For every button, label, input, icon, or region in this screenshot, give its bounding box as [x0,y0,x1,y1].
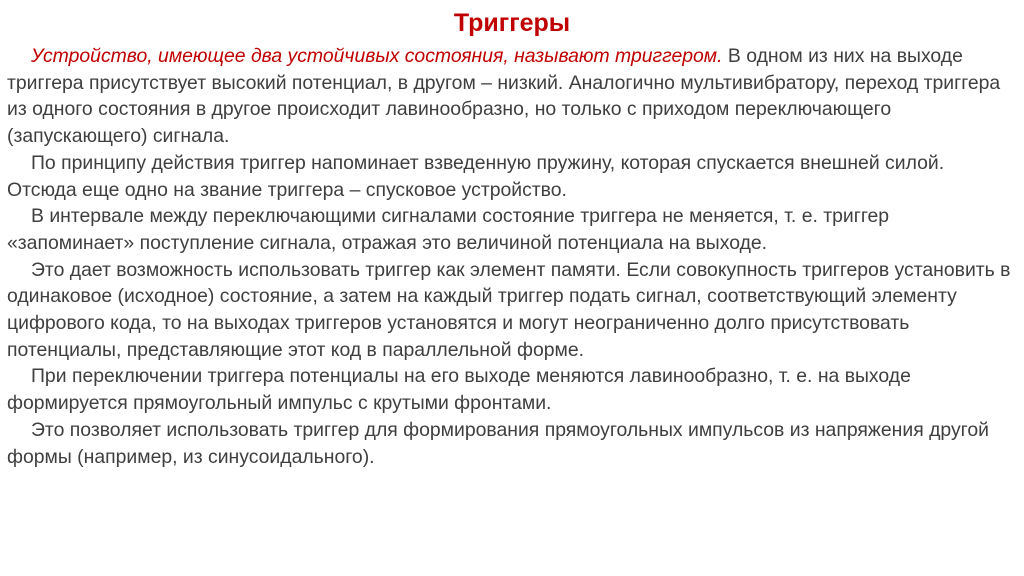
paragraph-text: Это позволяет использовать триггер для формирования прямоугольных импульсов из напряжения другой формы (например, из синусоидального). [7,418,989,468]
paragraph-memory-element [7,257,1019,364]
slide-title: Триггеры [453,9,571,37]
paragraph-spring-analogy [7,150,1019,203]
definition-accent: Устройство, имеющее два устойчивых состояния, называют триггером. [31,45,723,67]
paragraph-definition [7,43,1019,150]
paragraph-text: В интервале между переключающими сигналами состояние триггера не меняется, т. е. триггер «запоминает» поступление сигнала, отражая это величиной потенциала на выходе. [7,205,890,254]
paragraph-text: Это дает возможность использовать триггер как элемент памяти. Если совокупность триггеров установить в одинаковое (исходное) состояние, а затем на каждый триггер подать сигнал, соответствующий элементу цифрового кода, то на выходах триггеров установятся и могут неограниченно долго присутствовать потенциалы, представляющие этот код в параллельной форме. [7,258,1011,361]
slide-body [7,43,1019,470]
paragraph-text: При переключении триггера потенциалы на его выходе меняются лавинообразно, т. е. на выходе формируется прямоугольный импульс с крутыми фронтами. [7,365,911,415]
paragraph-memory-behavior [7,203,1019,256]
paragraph-pulse-shaping [7,417,1019,470]
paragraph-switching [7,363,1019,416]
paragraph-text: По принципу действия триггер напоминает взведенную пружину, которая спускается внешней силой. Отсюда еще одно на звание триггера – спусковое устройство. [7,151,945,201]
paragraph-text: В одном из них на выходе триггера присутствует высокий потенциал, в другом – низкий. Аналогично мультивибратору, переход триггера из одного состояния в другое происходит лавинообразно, но только с приходом переключающего (запускающего) сигнала. [7,45,1001,148]
